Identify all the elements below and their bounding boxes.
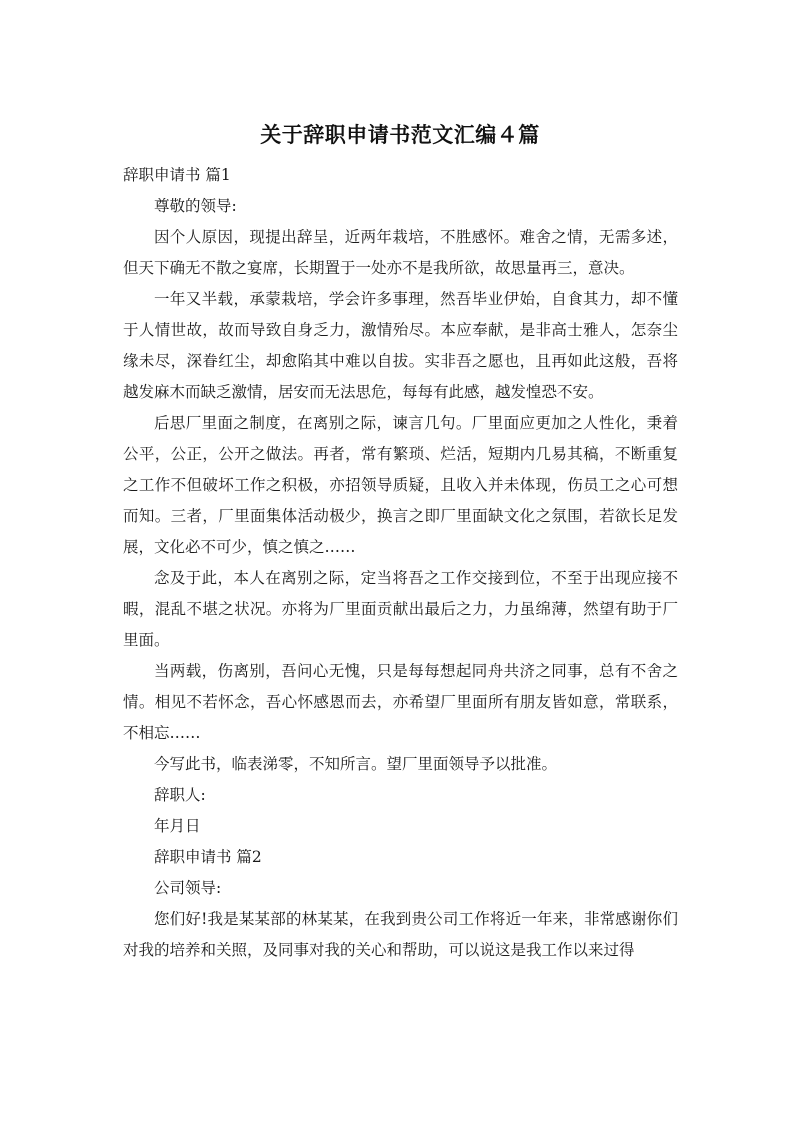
document-title: 关于辞职申请书范文汇编４篇 bbox=[260, 123, 540, 147]
body-paragraph: 因个人原因，现提出辞呈，近两年栽培，不胜感怀。难舍之情，无需多述，但天下确无不散之宴席，长期置于一处亦不是我所欲，故思量再三，意决。 bbox=[123, 228, 678, 277]
body-paragraph: 念及于此，本人在离别之际，定当将吾之工作交接到位，不至于出现应接不暇，混乱不堪之状况。亦将为厂里面贡献出最后之力，力虽绵薄，然望有助于厂里面。 bbox=[123, 569, 678, 649]
section-heading: 辞职申请书 篇2 bbox=[154, 848, 262, 866]
body-paragraph: 您们好!我是某某部的林某某，在我到贵公司工作将近一年来，非常感谢你们对我的培养和关照，及同事对我的关心和帮助，可以说这是我工作以来过得 bbox=[123, 910, 678, 959]
salutation: 尊敬的领导: bbox=[154, 197, 237, 215]
body-paragraph: 今写此书，临表涕零，不知所言。望厂里面领导予以批准。 bbox=[154, 755, 558, 773]
date-line: 年月日 bbox=[154, 817, 201, 835]
body-paragraph: 一年又半载，承蒙栽培，学会许多事理，然吾毕业伊始，自食其力，却不懂于人情世故，故而导致自身乏力，激情殆尽。本应奉献，是非高士雅人，怎奈尘缘未尽，深眷红尘，却愈陷其中难以自拔。实非吾之愿也，且再如此这般，吾将越发麻木而缺乏激情，居安而无法思危，每每有此感，越发惶恐不安。 bbox=[123, 290, 678, 401]
signature-label: 辞职人: bbox=[154, 786, 206, 804]
salutation: 公司领导: bbox=[154, 879, 222, 897]
document-body bbox=[123, 160, 678, 966]
body-paragraph: 当两载，伤离别，吾问心无愧，只是每每想起同舟共济之同事，总有不舍之情。相见不若怀念，吾心怀感恩而去，亦希望厂里面所有朋友皆如意，常联系，不相忘…… bbox=[123, 662, 678, 742]
body-paragraph: 后思厂里面之制度，在离别之际，谏言几句。厂里面应更加之人性化，秉着公平，公正，公开之做法。再者，常有繁琐、烂活，短期内几易其稿，不断重复之工作不但破坏工作之积极，亦招领导质疑，且收入并未体现，伤员工之心可想而知。三者，厂里面集体活动极少，换言之即厂里面缺文化之氛围，若欲长足发展，文化必不可少，慎之慎之…… bbox=[123, 414, 678, 556]
section-heading: 辞职申请书 篇1 bbox=[123, 166, 231, 184]
